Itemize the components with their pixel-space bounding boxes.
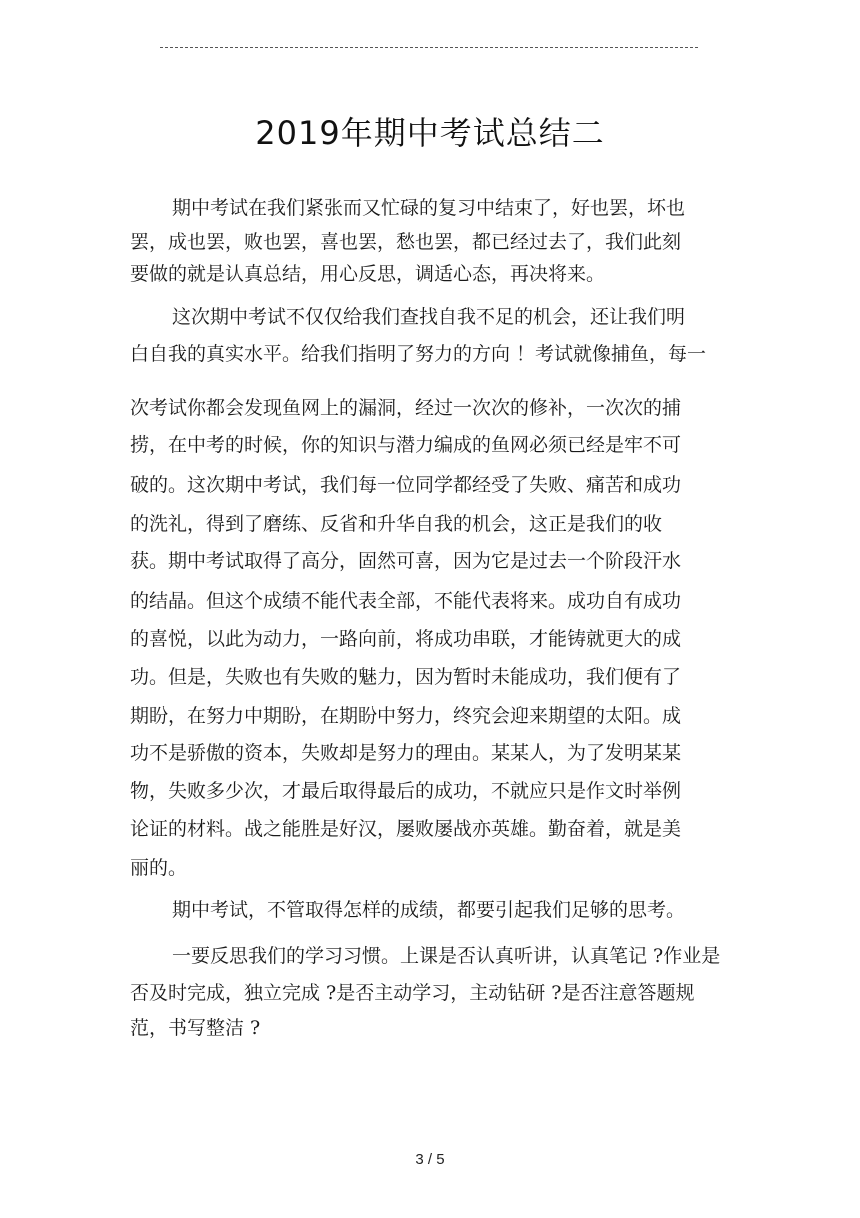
text-line: 否及时完成，独立完成 ?是否主动学习，主动钻研 ?是否注意答题规 xyxy=(130,982,695,1004)
text-line: 破的。这次期中考试，我们每一位同学都经受了失败、痛苦和成功 xyxy=(130,474,682,496)
text-line: 次考试你都会发现鱼网上的漏洞，经过一次次的修补，一次次的捕 xyxy=(130,397,682,419)
text-line: 期盼，在努力中期盼，在期盼中努力，终究会迎来期望的太阳。成 xyxy=(130,705,682,727)
text-line: 范，书写整洁 ? xyxy=(130,1017,261,1039)
text-line: 罢，成也罢，败也罢，喜也罢，愁也罢，都已经过去了，我们此刻 xyxy=(130,231,682,253)
text-line: 一要反思我们的学习习惯。上课是否认真听讲，认真笔记 ?作业是 xyxy=(172,945,721,967)
text-line: 的结晶。但这个成绩不能代表全部，不能代表将来。成功自有成功 xyxy=(130,590,682,612)
text-line: 的喜悦，以此为动力，一路向前，将成功串联，才能铸就更大的成 xyxy=(130,628,682,650)
page-title: 2019年期中考试总结二 xyxy=(255,114,605,152)
text-line: 的洗礼，得到了磨练、反省和升华自我的机会，这正是我们的收 xyxy=(130,513,663,535)
text-line: 功。但是，失败也有失败的魅力，因为暂时未能成功，我们便有了 xyxy=(130,666,682,688)
text-line: 捞，在中考的时候，你的知识与潜力编成的鱼网必须已经是牢不可 xyxy=(130,434,682,456)
text-line: 获。期中考试取得了高分，固然可喜，因为它是过去一个阶段汗水 xyxy=(130,550,682,572)
text-line: 丽的。 xyxy=(130,857,188,879)
text-line: 要做的就是认真总结，用心反思，调适心态，再决将来。 xyxy=(130,263,606,285)
text-line: 物，失败多少次，才最后取得最后的成功，不就应只是作文时举例 xyxy=(130,780,682,802)
text-line: 这次期中考试不仅仅给我们查找自我不足的机会，还让我们明 xyxy=(172,306,686,328)
text-line: 功不是骄傲的资本，失败却是努力的理由。某某人，为了发明某某 xyxy=(130,742,682,764)
page-number: 3 / 5 xyxy=(415,1151,445,1168)
text-line: 论证的材料。战之能胜是好汉，屡败屡战亦英雄。勤奋着，就是美 xyxy=(130,818,682,840)
header-rule xyxy=(160,47,698,48)
text-line: 期中考试，不管取得怎样的成绩，都要引起我们足够的思考。 xyxy=(172,899,686,921)
text-line: 白自我的真实水平。给我们指明了努力的方向 ！考试就像捕鱼，每一 xyxy=(130,343,707,365)
text-line: 期中考试在我们紧张而又忙碌的复习中结束了，好也罢，坏也 xyxy=(172,197,686,219)
